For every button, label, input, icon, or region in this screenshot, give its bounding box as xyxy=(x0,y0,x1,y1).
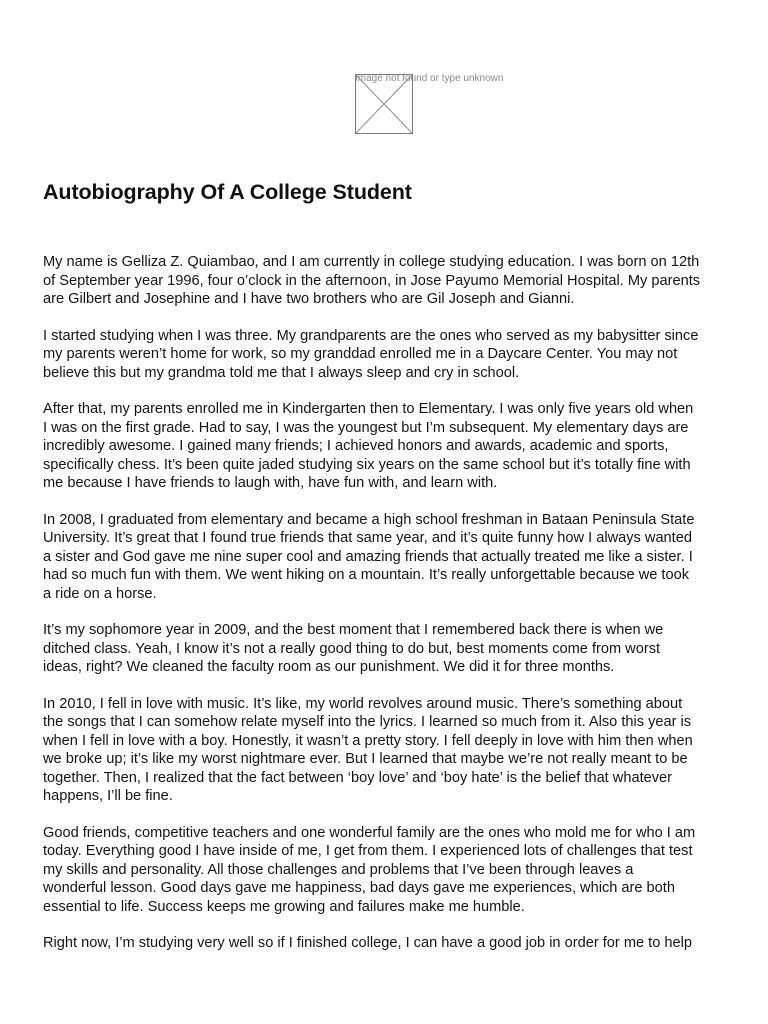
document-body xyxy=(43,253,723,971)
paragraph-line: my skills and personality. All those challenges and problems that I’ve been through leaves a xyxy=(43,861,634,878)
document-title: Autobiography Of A College Student xyxy=(43,180,412,204)
paragraph-line: I started studying when I was three. My grandparents are the ones who served as my babysitter since xyxy=(43,327,699,344)
paragraph-line: incredibly awesome. I gained many friends; I achieved honors and awards, academic and sports, xyxy=(43,438,669,454)
paragraph-line: essential to life. Success keeps me growing and failures make me humble. xyxy=(43,898,525,915)
body-paragraph xyxy=(43,400,723,493)
paragraph-line: Good friends, competitive teachers and one wonderful family are the ones who mold me for who I am xyxy=(43,824,696,841)
body-paragraph xyxy=(43,621,723,677)
body-paragraph xyxy=(43,327,723,383)
paragraph-line: a ride on a horse. xyxy=(43,585,157,602)
paragraph-line: me because I have friends to laugh with, have fun with, and learn with. xyxy=(43,475,498,491)
paragraph-line: are Gilbert and Josephine and I have two brothers who are Gil Joseph and Gianni. xyxy=(43,291,575,307)
paragraph-line: today. Everything good I have inside of me, I get from them. I experienced lots of challenges that test xyxy=(43,843,693,859)
paragraph-line: In 2010, I fell in love with music. It’s like, my world revolves around music. There’s something about xyxy=(43,695,683,712)
broken-image-placeholder xyxy=(355,73,504,134)
paragraph-line: happens, I’ll be fine. xyxy=(43,788,173,804)
image-alt-text: Image not found or type unknown xyxy=(355,73,504,84)
body-paragraph xyxy=(43,695,723,806)
paragraph-line: specifically chess. It’s been quite jaded studying six years on the same school but it’s totally fine with xyxy=(43,456,691,473)
paragraph-line: It’s my sophomore year in 2009, and the best moment that I remembered back there is when we xyxy=(43,622,664,638)
paragraph-line: we broke up; it’s like my worst nightmare ever. But I learned that maybe we’re not really meant to be xyxy=(43,751,688,767)
paragraph-line: when I fell in love with a boy. Honestly, it wasn’t a pretty story. I fell deeply in love with him then when xyxy=(43,732,693,749)
paragraph-line: had so much fun with them. We went hiking on a mountain. It’s really unforgettable because we took xyxy=(43,567,690,583)
paragraph-line: of September year 1996, four o’clock in the afternoon, in Jose Payumo Memorial Hospital. My parents xyxy=(43,272,701,289)
paragraph-line: together. Then, I realized that the fact between ‘boy love’ and ‘boy hate’ is the belief that whatever xyxy=(43,769,673,786)
paragraph-line: ditched class. Yeah, I know it’s not a really good thing to do but, best moments come from worst xyxy=(43,640,661,657)
paragraph-line: the songs that I can somehow relate myself into the lyrics. I learned so much from it. Also this year is xyxy=(43,714,692,730)
paragraph-line: University. It’s great that I found true friends that same year, and it’s quite funny how I always wanted xyxy=(43,530,692,546)
body-paragraph xyxy=(43,824,723,917)
paragraph-line: I was on the first grade. Had to say, I was the youngest but I’m subsequent. My elementary days are xyxy=(43,419,689,436)
paragraph-line: My name is Gelliza Z. Quiambao, and I am currently in college studying education. I was born on 12th xyxy=(43,254,700,270)
body-paragraph xyxy=(43,253,723,309)
body-paragraph xyxy=(43,511,723,604)
paragraph-line: wonderful lesson. Good days gave me happiness, bad days gave me experiences, which are both xyxy=(43,880,675,896)
paragraph-line: In 2008, I graduated from elementary and became a high school freshman in Bataan Peninsula State xyxy=(43,511,695,528)
paragraph-line: Right now, I’m studying very well so if I finished college, I can have a good job in order for me to help xyxy=(43,935,692,951)
paragraph-line: believe this but my grandma told me that I always sleep and cry in school. xyxy=(43,364,520,381)
paragraph-line: a sister and God gave me nine super cool and amazing friends that actually treated me like a sister. I xyxy=(43,548,693,565)
paragraph-line: my parents weren’t home for work, so my granddad enrolled me in a Daycare Center. You may not xyxy=(43,346,678,362)
paragraph-line: ideas, right? We cleaned the faculty room as our punishment. We did it for three months. xyxy=(43,659,615,675)
body-paragraph xyxy=(43,934,723,953)
paragraph-line: After that, my parents enrolled me in Kindergarten then to Elementary. I was only five years old when xyxy=(43,401,694,417)
